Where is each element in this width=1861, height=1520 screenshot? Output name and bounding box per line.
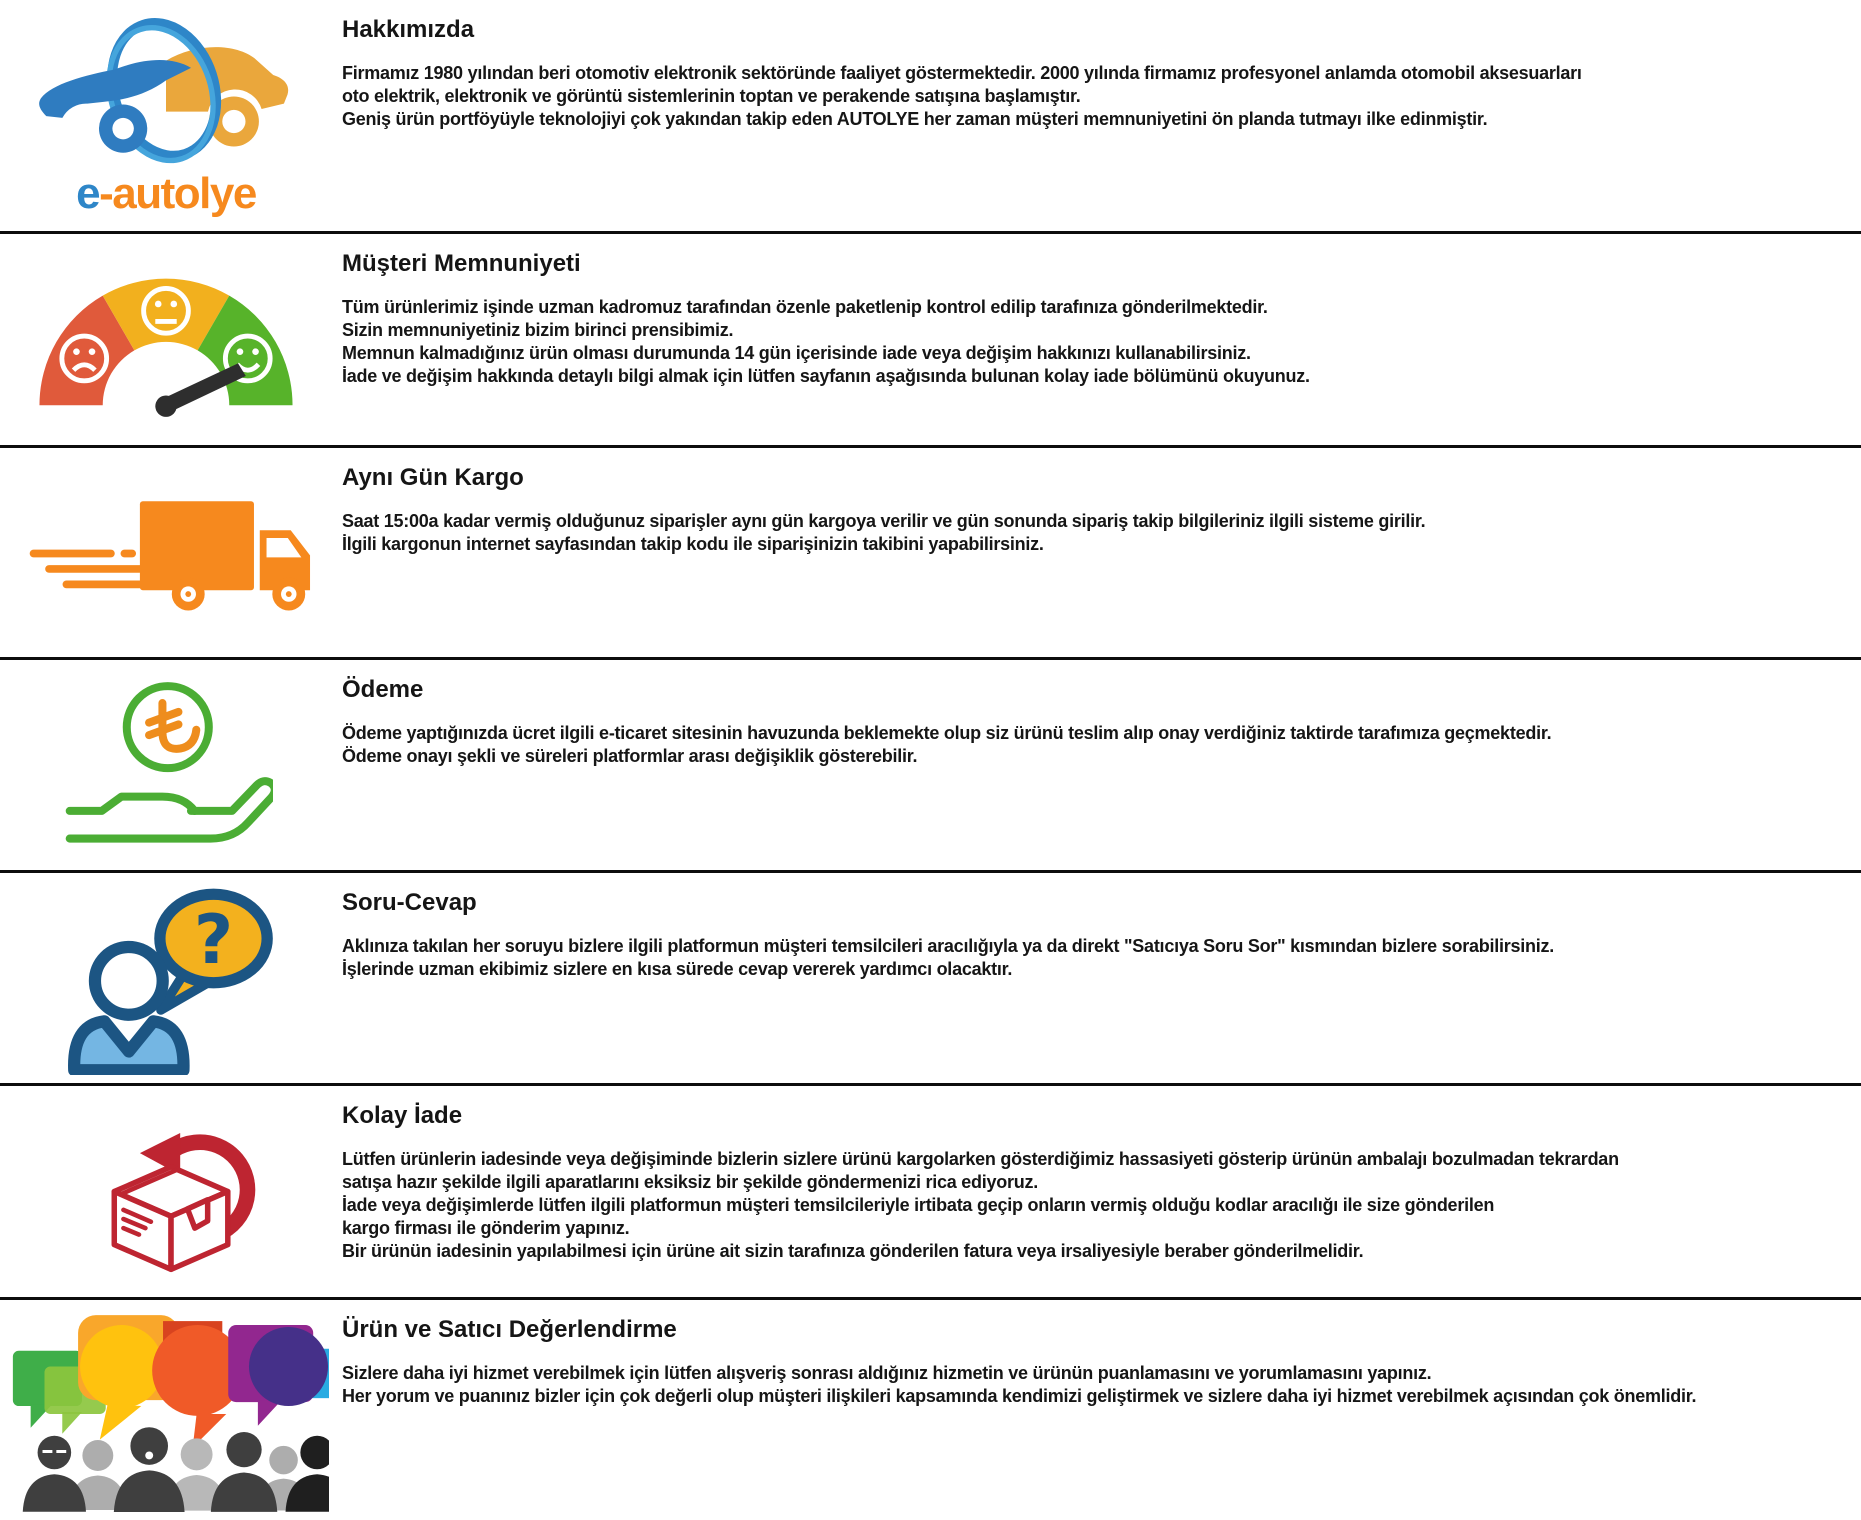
icon-column bbox=[0, 1086, 332, 1297]
svg-text:?: ? bbox=[193, 899, 234, 979]
body-line: oto elektrik, elektronik ve görüntü sistemlerinin toptan ve perakende satışına başlamıştır. bbox=[342, 86, 1081, 106]
icon-column bbox=[0, 660, 332, 870]
section-body bbox=[342, 1148, 1843, 1263]
text-column bbox=[332, 0, 1861, 231]
section-heading: Ödeme bbox=[342, 676, 424, 703]
body-line: İade veya değişimlerde lütfen ilgili platformun müşteri temsilcileriyle irtibata geçip onların vermiş olduğu kodlar aracılığı ile size gönderilen bbox=[342, 1195, 1495, 1215]
section-kolay-iade bbox=[0, 1083, 1861, 1297]
question-person-icon bbox=[46, 882, 286, 1075]
section-heading: Hakkımızda bbox=[342, 16, 475, 43]
body-line: İade ve değişim hakkında detaylı bilgi almak için lütfen sayfanın aşağısında bulunan kolay iade bölümünü okuyunuz. bbox=[342, 366, 1310, 386]
review-crowd-icon bbox=[3, 1309, 329, 1512]
body-line: Sizin memnuniyetiniz bizim birinci prensibimiz. bbox=[342, 320, 734, 340]
section-heading: Ürün ve Satıcı Değerlendirme bbox=[342, 1316, 677, 1343]
body-line: Bir ürünün iadesinin yapılabilmesi için ürüne ait sizin tarafınıza gönderilen fatura veya irsaliyesiyle beraber gönderilmelidir. bbox=[342, 1241, 1364, 1261]
brand-wordmark bbox=[76, 168, 256, 218]
body-line: Ödeme onayı şekli ve süreleri platformlar arası değişiklik gösterebilir. bbox=[342, 746, 918, 766]
section-heading: Müşteri Memnuniyeti bbox=[342, 250, 581, 277]
section-body bbox=[342, 1362, 1843, 1408]
icon-column bbox=[0, 234, 332, 445]
icon-column bbox=[0, 1300, 332, 1520]
satisfaction-gauge-icon bbox=[20, 259, 312, 420]
section-hakkimizda bbox=[0, 0, 1861, 231]
brand-wordmark-e: e bbox=[76, 168, 100, 218]
section-musteri-memnuniyeti bbox=[0, 231, 1861, 445]
section-ayni-gun-kargo bbox=[0, 445, 1861, 657]
section-odeme bbox=[0, 657, 1861, 870]
body-line: Sizlere daha iyi hizmet verebilmek için lütfen alışveriş sonrası aldığınız hizmetin ve ürünün puanlamasını ve yorumlamasını yapınız. bbox=[342, 1363, 1432, 1383]
body-line: Firmamız 1980 yılından beri otomotiv elektronik sektöründe faaliyet göstermektedir. 2000 yılında firmamız profesyonel anlamda otomobil aksesuarları bbox=[342, 63, 1582, 83]
section-heading: Kolay İade bbox=[342, 1102, 463, 1129]
section-heading: Soru-Cevap bbox=[342, 889, 477, 916]
body-line: Saat 15:00a kadar vermiş olduğunuz siparişler aynı gün kargoya verilir ve gün sonunda sipariş takip bilgileriniz ilgili sisteme girilir. bbox=[342, 511, 1426, 531]
body-line: Her yorum ve puanınız bizler için çok değerli olup müşteri ilişkileri kapsamında kendimizi geliştirmek ve sizlere daha iyi hizmet verebilmek açısından çok önemlidir. bbox=[342, 1386, 1697, 1406]
body-line: Geniş ürün portföyüyle teknolojiyi çok yakından takip eden AUTOLYE her zaman müşteri memnuniyetini ön planda tutmayı ilke edinmiştir. bbox=[342, 109, 1488, 129]
return-box-icon bbox=[63, 1103, 269, 1281]
section-body bbox=[342, 722, 1843, 768]
text-column bbox=[332, 873, 1861, 1083]
brand-wordmark-rest: -autolye bbox=[99, 168, 256, 218]
body-line: Ödeme yaptığınızda ücret ilgili e-ticaret sitesinin havuzunda beklemekte olup siz ürünü teslim alıp onay verdiğiniz taktirde tarafımıza geçmektedir. bbox=[342, 723, 1552, 743]
body-line: satışa hazır şekilde ilgili aparatlarını eksiksiz bir şekilde göndermenizi rica ediyoruz. bbox=[342, 1172, 1039, 1192]
section-body bbox=[342, 296, 1843, 388]
body-line: Aklınıza takılan her soruyu bizlere ilgili platformun müşteri temsilcileri aracılığıyla ya da direkt "Satıcıya Soru Sor" kısmından bizlere sorabilirsiniz. bbox=[342, 936, 1554, 956]
text-column bbox=[332, 660, 1861, 870]
section-body bbox=[342, 935, 1843, 981]
body-line: Tüm ürünlerimiz işinde uzman kadromuz tarafından özenle paketlenip kontrol edilip tarafınıza gönderilmektedir. bbox=[342, 297, 1268, 317]
text-column bbox=[332, 1300, 1861, 1520]
text-column bbox=[332, 1086, 1861, 1297]
icon-column bbox=[0, 448, 332, 657]
section-urun-ve-satici-degerlendirme bbox=[0, 1297, 1861, 1520]
text-column bbox=[332, 448, 1861, 657]
icon-column bbox=[0, 873, 332, 1083]
body-line: İşlerinde uzman ekibimiz sizlere en kısa sürede cevap vererek yardımcı olacaktır. bbox=[342, 959, 1013, 979]
section-body bbox=[342, 510, 1843, 556]
e-autolye-logo bbox=[32, 16, 300, 168]
section-body bbox=[342, 62, 1843, 131]
logo-column bbox=[0, 0, 332, 231]
section-soru-cevap bbox=[0, 870, 1861, 1083]
body-line: Memnun kalmadığınız ürün olması durumunda 14 gün içerisinde iade veya değişim hakkınızı kullanabilirsiniz. bbox=[342, 343, 1251, 363]
section-heading: Aynı Gün Kargo bbox=[342, 464, 524, 491]
delivery-truck-icon bbox=[16, 480, 316, 625]
body-line: kargo firması ile gönderim yapınız. bbox=[342, 1218, 630, 1238]
body-line: İlgili kargonun internet sayfasından takip kodu ile siparişinizin takibini yapabilirsiniz. bbox=[342, 534, 1044, 554]
payment-hand-lira-icon bbox=[59, 678, 273, 852]
text-column bbox=[332, 234, 1861, 445]
body-line: Lütfen ürünlerin iadesinde veya değişiminde bizlerin sizlere ürünü kargolarken gösterdiğimiz hassasiyeti gösterip ürünün ambalajı bozulmadan tekrardan bbox=[342, 1149, 1619, 1169]
